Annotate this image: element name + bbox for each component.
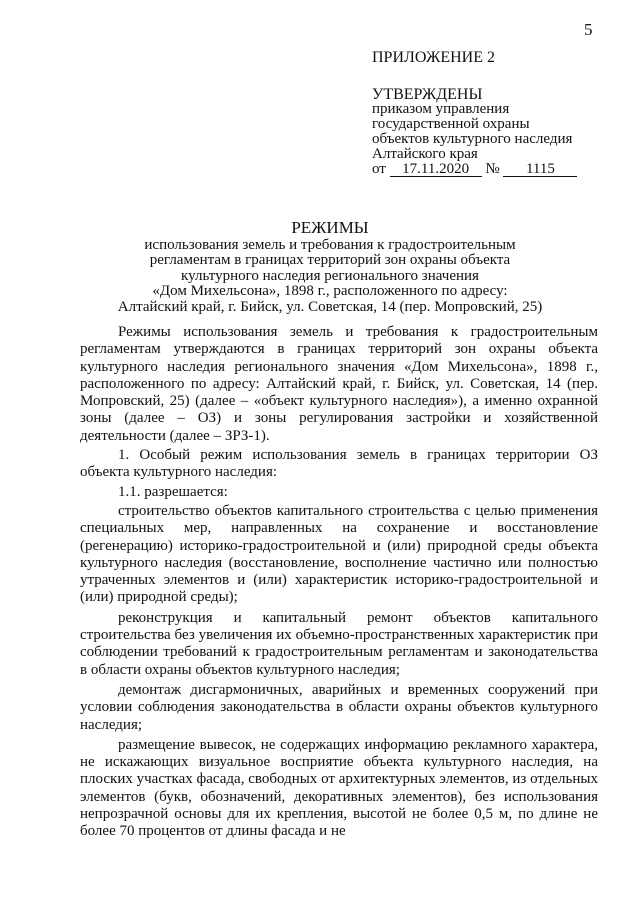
body-paragraph-item: размещение вывесок, не содержащих информацию рекламного характера, не искажающих визуальное восприятие объекта культурного наследия, на плоских участках фасада, свободных от архитектурных элементов, из отдельных элементов (букв, обозначений, декоративных элементов), без использования непрозрачной основы для их крепления, высотой не более 0,5 м, по длине не более 70 процентов от длины фасада и не <box>80 736 598 840</box>
document-subtitle-line: Алтайский край, г. Бийск, ул. Советская, 14 (пер. Мопровский, 25) <box>117 298 543 315</box>
appendix-title: ПРИЛОЖЕНИЕ 2 <box>372 49 496 66</box>
body-paragraph-intro: Режимы использования земель и требования к градостроительным регламентам утверждаются в границах территорий зон охраны объекта культурного наследия регионального значения «Дом Михельсона», 1898 г., расположенного по адресу: Алтайский край, г. Бийск, ул. Советская, 14 (пер. Мопровский, 25) (далее – «объект культурного наследия»), а именно охранной зоны (далее – ОЗ) и зоны регулирования застройки и хозяйственной деятельности (далее – ЗРЗ-1). <box>80 324 598 444</box>
body-paragraph-item: строительство объектов капитального строительства с целью применения специальных мер, направленных на сохранение и восстановление (регенерацию) историко-градостроительной и (или) природной среды объекта культурного наследия (восстановление, восполнение частично или полностью утраченных элементов и (или) характеристик историко-градостроительной и (или) природной среды); <box>80 502 598 606</box>
body-paragraph-item: демонтаж дисгармоничных, аварийных и временных сооружений при условии соблюдения законодательства в области охраны объектов культурного наследия; <box>80 681 598 733</box>
from-label: от <box>372 161 386 177</box>
body-paragraph-section-1: 1. Особый режим использования земель в границах территории ОЗ объекта культурного наследия: <box>80 447 598 481</box>
body-paragraph-item: реконструкция и капитальный ремонт объектов капитального строительства без увеличения их объемно-пространственных характеристик при соблюдении требований к градостроительным регламентам и законодательства в области охраны объектов культурного наследия; <box>80 609 598 678</box>
page-number: 5 <box>584 20 593 39</box>
document-body <box>80 324 598 841</box>
approved-heading: УТВЕРЖДЕНЫ <box>372 86 483 103</box>
order-date: 17.11.2020 <box>390 162 482 177</box>
approval-line: объектов культурного наследия <box>372 131 573 147</box>
document-subtitle-line: культурного наследия регионального значения <box>181 267 479 284</box>
order-line <box>372 162 622 177</box>
document-subtitle-line: использования земель и требования к градостроительным <box>144 236 516 253</box>
approval-line: Алтайского края <box>372 146 478 162</box>
approval-block <box>372 50 622 177</box>
order-number: 1115 <box>503 162 577 177</box>
approval-line: приказом управления <box>372 101 510 117</box>
document-subtitle-line: регламентам в границах территорий зон охраны объекта <box>149 252 511 268</box>
document-subtitle-line: «Дом Михельсона», 1898 г., расположенного по адресу: <box>152 283 508 299</box>
document-title: РЕЖИМЫ <box>291 218 369 237</box>
number-label: № <box>485 161 500 177</box>
approval-line: государственной охраны <box>372 116 530 132</box>
body-paragraph-subsection: 1.1. разрешается: <box>118 483 228 500</box>
document-header <box>80 220 580 315</box>
